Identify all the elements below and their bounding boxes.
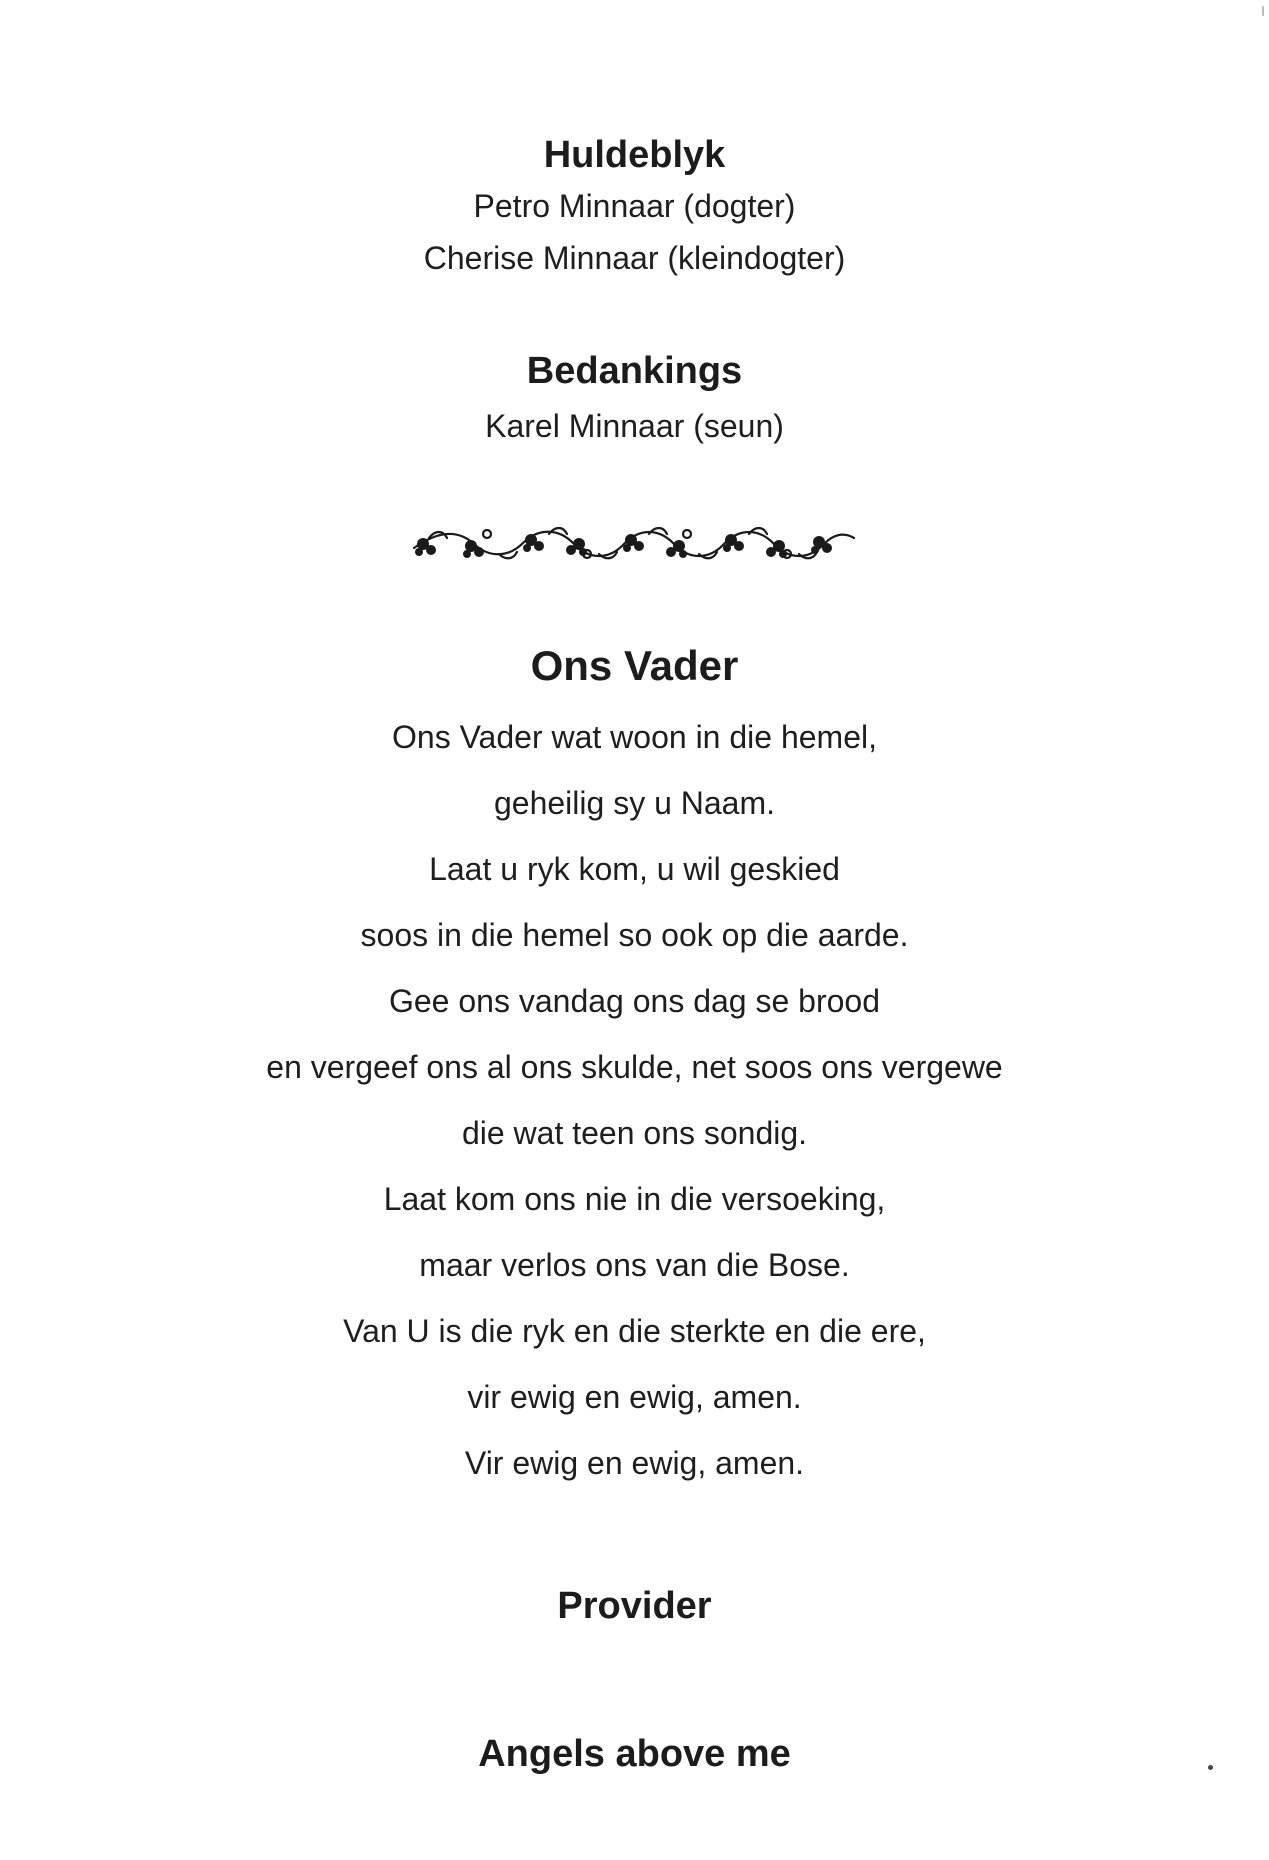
ons-vader-heading: Ons Vader [530, 642, 739, 689]
ons-vader-line-12: Vir ewig en ewig, amen. [464, 1445, 805, 1481]
ons-vader-line-8: Laat kom ons nie in die versoeking, [383, 1181, 886, 1217]
ons-vader-line-10: Van U is die ryk en die sterkte en die ere, [343, 1313, 926, 1349]
bedankings-heading: Bedankings [526, 350, 743, 392]
ons-vader-line-2: geheilig sy u Naam. [493, 785, 776, 821]
ons-vader-line-7: die wat teen ons sondig. [461, 1115, 808, 1151]
ons-vader-line-6: en vergeef ons al ons skulde, net soos ons vergewe [266, 1049, 1003, 1085]
ons-vader-line-9: maar verlos ons van die Bose. [419, 1247, 850, 1283]
ons-vader-line-4: soos in die hemel so ook op die aarde. [360, 917, 909, 953]
scan-speck [1262, 6, 1264, 16]
ons-vader-line-3: Laat u ryk kom, u wil geskied [429, 851, 840, 887]
huldeblyk-heading: Huldeblyk [543, 134, 726, 176]
bedankings-line-1: Karel Minnaar (seun) [485, 408, 784, 444]
provider-heading: Provider [557, 1585, 712, 1627]
ons-vader-line-5: Gee ons vandag ons dag se brood [388, 983, 881, 1019]
huldeblyk-line-2: Cherise Minnaar (kleindogter) [423, 240, 846, 276]
angels-above-me-heading: Angels above me [478, 1733, 791, 1775]
scan-speck [1208, 1765, 1213, 1770]
floral-vine-divider-icon [409, 520, 859, 566]
ons-vader-line-1: Ons Vader wat woon in die hemel, [392, 719, 877, 755]
huldeblyk-line-1: Petro Minnaar (dogter) [473, 188, 796, 224]
ons-vader-line-11: vir ewig en ewig, amen. [467, 1379, 802, 1415]
